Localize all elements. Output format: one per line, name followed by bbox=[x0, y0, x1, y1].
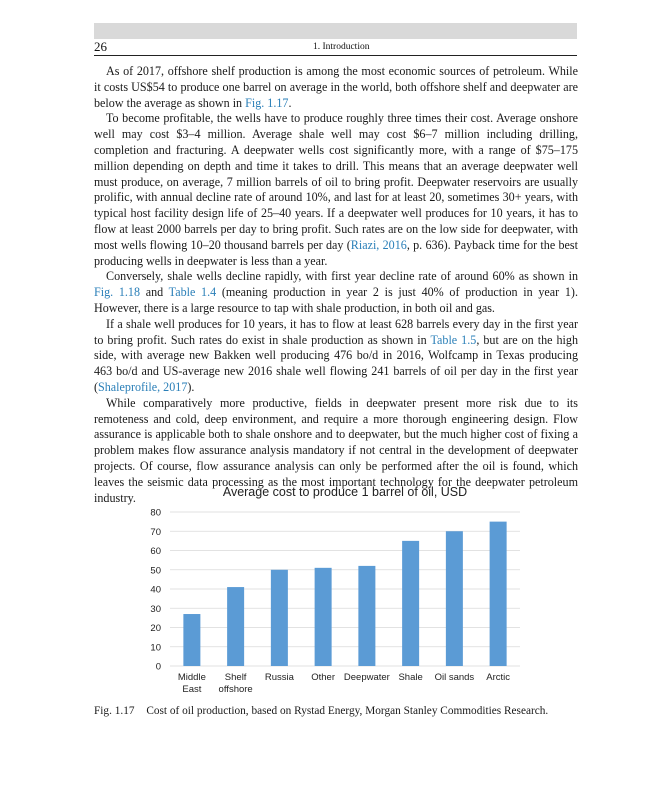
y-tick-label: 70 bbox=[150, 526, 161, 538]
bar bbox=[271, 570, 288, 666]
cross-reference-link[interactable]: Fig. 1.17 bbox=[245, 95, 289, 110]
paragraph-text: Conversely, shale wells decline rapidly, with first year decline rate of around 60% as shown in bbox=[106, 269, 578, 284]
y-tick-label: 20 bbox=[150, 623, 161, 634]
paragraph-text: To become profitable, the wells have to produce roughly three times their cost. Average onshore well may cost $3–4 million. Average shale well may cost $6–7 million including drilling, completion and fracturing. A deepwater wells cost significantly more, with a range of $75–175 million depending on depth and time it takes to drill. This means that an average deepwater well must produce, on average, 7 million barrels of oil to bring profit. Deepwater reservoirs are usually prolific, with annual decline rate of around 10%, and last for at least 20, sometimes 30+ years, with typical host facility design life of 25–40 years. If a deepwater well produces for 10 years, it has to flow at least 2000 barrels per day to bring profit. Such rates are on the low side for deepwater, with most wells flowing 10–20 thousand barrels per day ( bbox=[94, 111, 578, 252]
figure-1-17 bbox=[94, 478, 578, 706]
x-tick-label: Middle bbox=[177, 672, 206, 683]
x-tick-label: East bbox=[182, 684, 202, 695]
cross-reference-link[interactable]: Riazi, 2016 bbox=[350, 237, 407, 252]
x-tick-label: offshore bbox=[218, 684, 253, 695]
x-tick-label: Oil sands bbox=[434, 672, 475, 683]
paragraph-text: While comparatively more productive, fields in deepwater present more risk due to its remoteness and cold, deep environment, and require a more thorough engineering design. Flow assurance is applicable both to shale onshore and to deepwater, but the much higher cost of fixing a problem makes flow assurance analysis mandatory if not central in the development of deepwater projects. Of course, flow assurance analysis can only be performed after the oil is found, which leaves the seismic data processing as the most important technology for the deepwater petroleum industry. bbox=[94, 395, 578, 505]
paragraph-text: ). bbox=[187, 379, 195, 394]
paragraph-text: and bbox=[140, 285, 169, 300]
page-number: 26 bbox=[94, 39, 107, 54]
bar bbox=[490, 522, 507, 666]
body-text bbox=[94, 64, 578, 506]
paragraph bbox=[94, 111, 578, 269]
y-tick-label: 60 bbox=[150, 546, 161, 557]
y-tick-label: 80 bbox=[150, 507, 161, 519]
chart-title: Average cost to produce 1 barrel of oil, USD bbox=[222, 485, 468, 499]
paragraph-text: If a shale well produces for 10 years, it has to flow at least 628 barrels every day in the first year to bring profit. Such rates do exist in shale production as shown in bbox=[94, 316, 578, 347]
paragraph-text: . bbox=[288, 95, 292, 110]
paragraph bbox=[94, 64, 578, 111]
paragraph bbox=[94, 317, 578, 396]
cross-reference-link[interactable]: Fig. 1.18 bbox=[94, 285, 141, 300]
cross-reference-link[interactable]: Table 1.4 bbox=[168, 285, 217, 300]
paragraph-text: , but are on the high side, with average new Bakken well producing 476 bo/d in 2016, Wolfcamp in Texas producing 463 bo/d and US-average new 2016 shale well flowing 241 barrels of oil per day in the first year ( bbox=[94, 332, 578, 394]
bar bbox=[446, 531, 463, 666]
paragraph-text: , p. 636). Payback time for the best producing wells in deepwater is less than a year. bbox=[94, 237, 578, 268]
caption-text: Cost of oil production, based on Rystad Energy, Morgan Stanley Commodities Research. bbox=[146, 705, 549, 717]
y-tick-label: 10 bbox=[150, 642, 161, 654]
cross-reference-link[interactable]: Shaleprofile, 2017 bbox=[98, 379, 188, 394]
x-tick-label: Shale bbox=[398, 672, 423, 683]
header-rule bbox=[94, 55, 577, 56]
cross-reference-link[interactable]: Table 1.5 bbox=[430, 332, 477, 347]
bar bbox=[315, 568, 332, 666]
paragraph bbox=[94, 269, 578, 316]
cost-bar-chart bbox=[94, 478, 578, 706]
header-bar bbox=[94, 23, 577, 39]
x-tick-label: Deepwater bbox=[343, 672, 390, 683]
caption-label: Fig. 1.17 bbox=[94, 705, 135, 717]
x-tick-label: Russia bbox=[264, 672, 294, 683]
y-tick-label: 50 bbox=[150, 565, 161, 577]
bar bbox=[227, 587, 244, 666]
y-tick-label: 30 bbox=[150, 603, 161, 615]
x-tick-label: Arctic bbox=[486, 672, 510, 683]
figure-caption bbox=[94, 705, 578, 717]
running-head: 1. Introduction bbox=[313, 42, 370, 52]
bar bbox=[183, 614, 200, 666]
bar bbox=[358, 566, 375, 666]
y-tick-label: 40 bbox=[150, 584, 161, 596]
bar bbox=[402, 541, 419, 666]
x-tick-label: Shelf bbox=[224, 672, 247, 683]
x-tick-label: Other bbox=[311, 672, 336, 683]
paragraph-text: (meaning production in year 2 is just 40% of production in year 1). However, there is a large resource to tap with shale production, in both oil and gas. bbox=[94, 285, 578, 315]
y-tick-label: 0 bbox=[155, 661, 161, 673]
paragraph-text: As of 2017, offshore shelf production is among the most economic sources of petroleum. While it costs US$54 to produce one barrel on average in the world, both offshore shelf and deepwater are below the average as shown in bbox=[94, 64, 578, 110]
